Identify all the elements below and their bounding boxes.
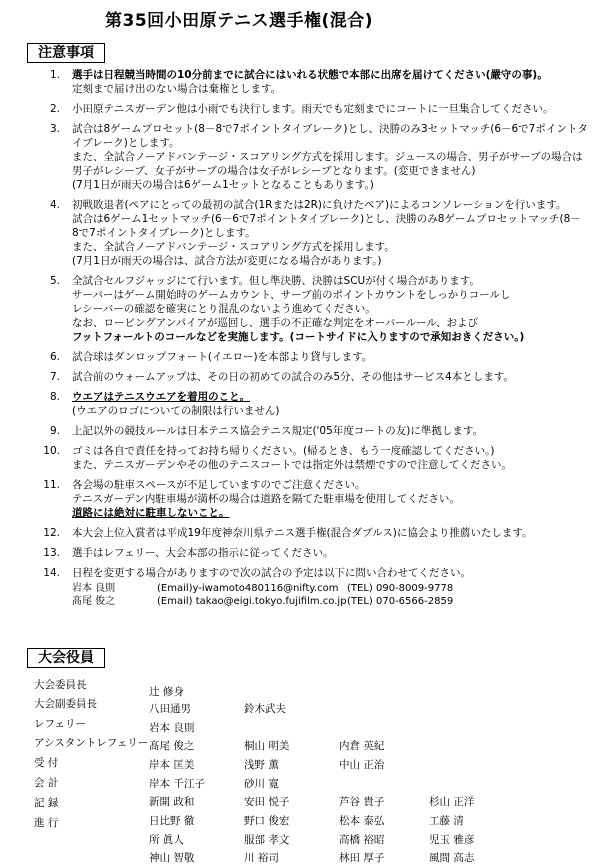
contact-tel: (TEL) 070-6566-2859: [347, 596, 454, 607]
officer-name: 髙尾 俊之: [149, 740, 195, 752]
role-label: 進 行: [34, 817, 59, 829]
note-number: 12.: [43, 527, 60, 539]
note-line: テニスガーデン内駐車場が満杯の場合は道路を隔てた駐車場を使用してください。: [72, 493, 460, 505]
contact-row: [72, 582, 605, 595]
note-line: 試合球はダンロップフォート(イエロー)を本部より貸与します。: [72, 351, 373, 363]
note-line: イブレーク)とします。: [72, 137, 180, 149]
contact-email: (Email)y-iwamoto480116@nifty.com: [157, 583, 339, 594]
note-line: 選手はレフェリー、大会本部の指示に従ってください。: [72, 547, 334, 559]
contact-email: (Email) takao@eigi.tokyo.fujifilm.co.jp: [157, 596, 347, 607]
note-item: [30, 566, 605, 580]
officer-name: 桐山 明美: [244, 740, 290, 752]
note-line: 日程を変更する場合がありますので次の試合の予定は以下に問い合わせてください。: [72, 567, 471, 579]
document-title: 第35回小田原テニス選手権(混合): [105, 11, 374, 31]
note-item: [30, 102, 605, 116]
officer-name: 服部 孝文: [244, 834, 290, 846]
role-label: 大会委員長: [34, 679, 87, 691]
note-item: [30, 274, 605, 344]
officer-name: 風間 高志: [429, 852, 475, 864]
note-line: ゴミは各自で責任を持ってお持ち帰りください。(帰るとき、もう一度確認してください。): [72, 445, 495, 457]
officer-name: 中山 正治: [339, 759, 385, 771]
officer-name: 川 裕司: [244, 852, 279, 864]
contact-name: 髙尾 俊之: [72, 596, 116, 607]
note-line: また、テニスガーデンやその他のテニスコートでは指定外は禁煙ですので注意してください。: [72, 459, 512, 471]
note-line: 定刻まで届け出のない場合は棄権とします。: [72, 83, 282, 95]
note-line: 全試合セルフジャッジにて行います。但し準決勝、決勝はSCUが付く場合があります。: [72, 275, 480, 287]
officer-name: 高橋 裕昭: [339, 834, 385, 846]
officer-name: 浅野 薫: [244, 759, 279, 771]
officer-name: 内倉 英紀: [339, 740, 385, 752]
note-item: [30, 424, 605, 438]
note-number: 2.: [49, 103, 60, 115]
note-number: 4.: [49, 199, 60, 211]
note-number: 6.: [49, 351, 60, 363]
note-line: (7月1日が雨天の場合は、試合方法が変更になる場合があります。): [72, 255, 382, 267]
note-item: [30, 198, 605, 268]
officer-name: 日比野 徹: [149, 815, 195, 827]
note-item: [30, 68, 605, 96]
role-label: 受 付: [34, 757, 59, 769]
officer-name: 工藤 清: [429, 815, 464, 827]
note-item: [30, 546, 605, 560]
note-number: 10.: [43, 445, 60, 457]
note-line: 男子がレシーブ、女子がサーブの場合は女子がレシーブとなります。(変更できません): [72, 165, 476, 177]
officer-name: 岸本 千江子: [149, 778, 205, 790]
officer-name: 辻 修身: [149, 686, 184, 698]
officer-name: 岸本 匡美: [149, 759, 195, 771]
note-line: ウエアはテニスウエアを着用のこと。: [72, 391, 251, 403]
note-line: (ウエアのロゴについての制限は行いません): [72, 405, 280, 417]
note-line: また、全試合ノーアドバンテージ・スコアリング方式を採用します。ジュースの場合、男子がサーブの場合は: [72, 151, 583, 163]
officer-name: 鈴木武夫: [244, 703, 286, 715]
notes-list: [30, 68, 605, 608]
note-line: 小田原テニスガーデン他は小雨でも決行します。雨天でも定刻までにコートに一旦集合してください。: [72, 103, 554, 115]
note-line: 試合は6ゲーム1セットマッチ(6－6で7ポイントタイブレーク)とし、決勝のみ8ゲームプロセットマッチ(8－: [72, 213, 581, 225]
note-number: 8.: [49, 391, 60, 403]
note-line: サーバーはゲーム開始時のゲームカウント、サーブ前のポイントカウントをしっかりコールし: [72, 289, 511, 301]
contact-name: 岩本 良則: [72, 583, 116, 594]
note-item: [30, 478, 605, 520]
note-line: 上記以外の競技ルールは日本テニス協会テニス規定('05年度コートの友)に準拠します。: [72, 425, 484, 437]
note-line: 8で7ポイントタイブレーク)とします。: [72, 227, 256, 239]
officer-name: 野口 俊宏: [244, 815, 290, 827]
officer-name: 安田 悦子: [244, 796, 290, 808]
note-line: なお、ロービングアンパイアが巡回し、選手の不正確な判定をオーバールール、および: [72, 317, 479, 329]
officer-name: 新開 政和: [149, 796, 195, 808]
officer-name: 芦谷 貴子: [339, 796, 385, 808]
note-number: 13.: [43, 547, 60, 559]
role-label: アシスタントレフェリー: [34, 737, 149, 749]
note-item: [30, 526, 605, 540]
note-line: また、全試合ノーアドバンテージ・スコアリング方式を採用します。: [72, 241, 395, 253]
officer-name: 林田 厚子: [339, 852, 385, 864]
officer-name: 八田通男: [149, 703, 191, 715]
role-label: レフェリー: [34, 718, 86, 730]
note-line: レシーバーの確認を確実にとり混乱のないよう進めてください。: [72, 303, 376, 315]
note-number: 5.: [49, 275, 60, 287]
note-number: 9.: [49, 425, 60, 437]
officer-name: 松本 泰弘: [339, 815, 385, 827]
note-line: 選手は日程競当時間の10分前までに試合にはいれる状態で本部に出席を届けてください(嚴守の事)。: [72, 69, 548, 81]
note-number: 11.: [43, 479, 60, 491]
officer-name: 神山 智敬: [149, 852, 195, 864]
officer-name: 所 眞人: [149, 834, 184, 846]
note-line: 初戦敗退者(ペアにとっての最初の試合(1Rまたは2R)に負けたペア)によるコンソレーションを行います。: [72, 199, 567, 211]
note-number: 1.: [49, 69, 60, 81]
officers-heading: 大会役員: [27, 648, 105, 668]
note-item: [30, 444, 605, 472]
role-label: 記 録: [34, 797, 59, 809]
note-line: 各会場の駐車スペースが不足していますのでご注意ください。: [72, 479, 366, 491]
note-number: 7.: [49, 371, 60, 383]
officer-name: 砂川 寛: [244, 778, 279, 790]
officer-name: 杉山 正洋: [429, 796, 475, 808]
role-label: 大会副委員長: [34, 698, 97, 710]
note-line: 試合前のウォームアップは、その日の初めての試合のみ5分、その他はサービス4本とします。: [72, 371, 514, 383]
contact-tel: (TEL) 090-8009-9778: [347, 583, 454, 594]
note-line: 道路には絶対に駐車しないこと。: [72, 507, 230, 519]
note-item: [30, 122, 605, 192]
note-number: 14.: [43, 567, 60, 579]
contact-row: [72, 595, 605, 608]
note-number: 3.: [49, 123, 60, 135]
note-line: フットフォールトのコールなどを実施します。(コートサイドに入りますので承知おきください。): [72, 331, 525, 343]
officer-name: 岩本 良則: [149, 722, 195, 734]
note-line: (7月1日が雨天の場合は6ゲーム1セットとなることもあります。): [72, 179, 374, 191]
notes-heading: 注意事項: [27, 43, 105, 63]
role-label: 会 計: [34, 777, 59, 789]
note-item: [30, 370, 605, 384]
officer-name: 児玉 雅彦: [429, 834, 475, 846]
note-line: 本大会上位入賞者は平成19年度神奈川県テニス選手権(混合ダブルス)に協会より推薦いたします。: [72, 527, 533, 539]
note-item: [30, 350, 605, 364]
note-item: [30, 390, 605, 418]
note-line: 試合は8ゲームプロセット(8－8で7ポイントタイブレーク)とし、決勝のみ3セットマッチ(6－6で7ポイントタ: [72, 123, 588, 135]
